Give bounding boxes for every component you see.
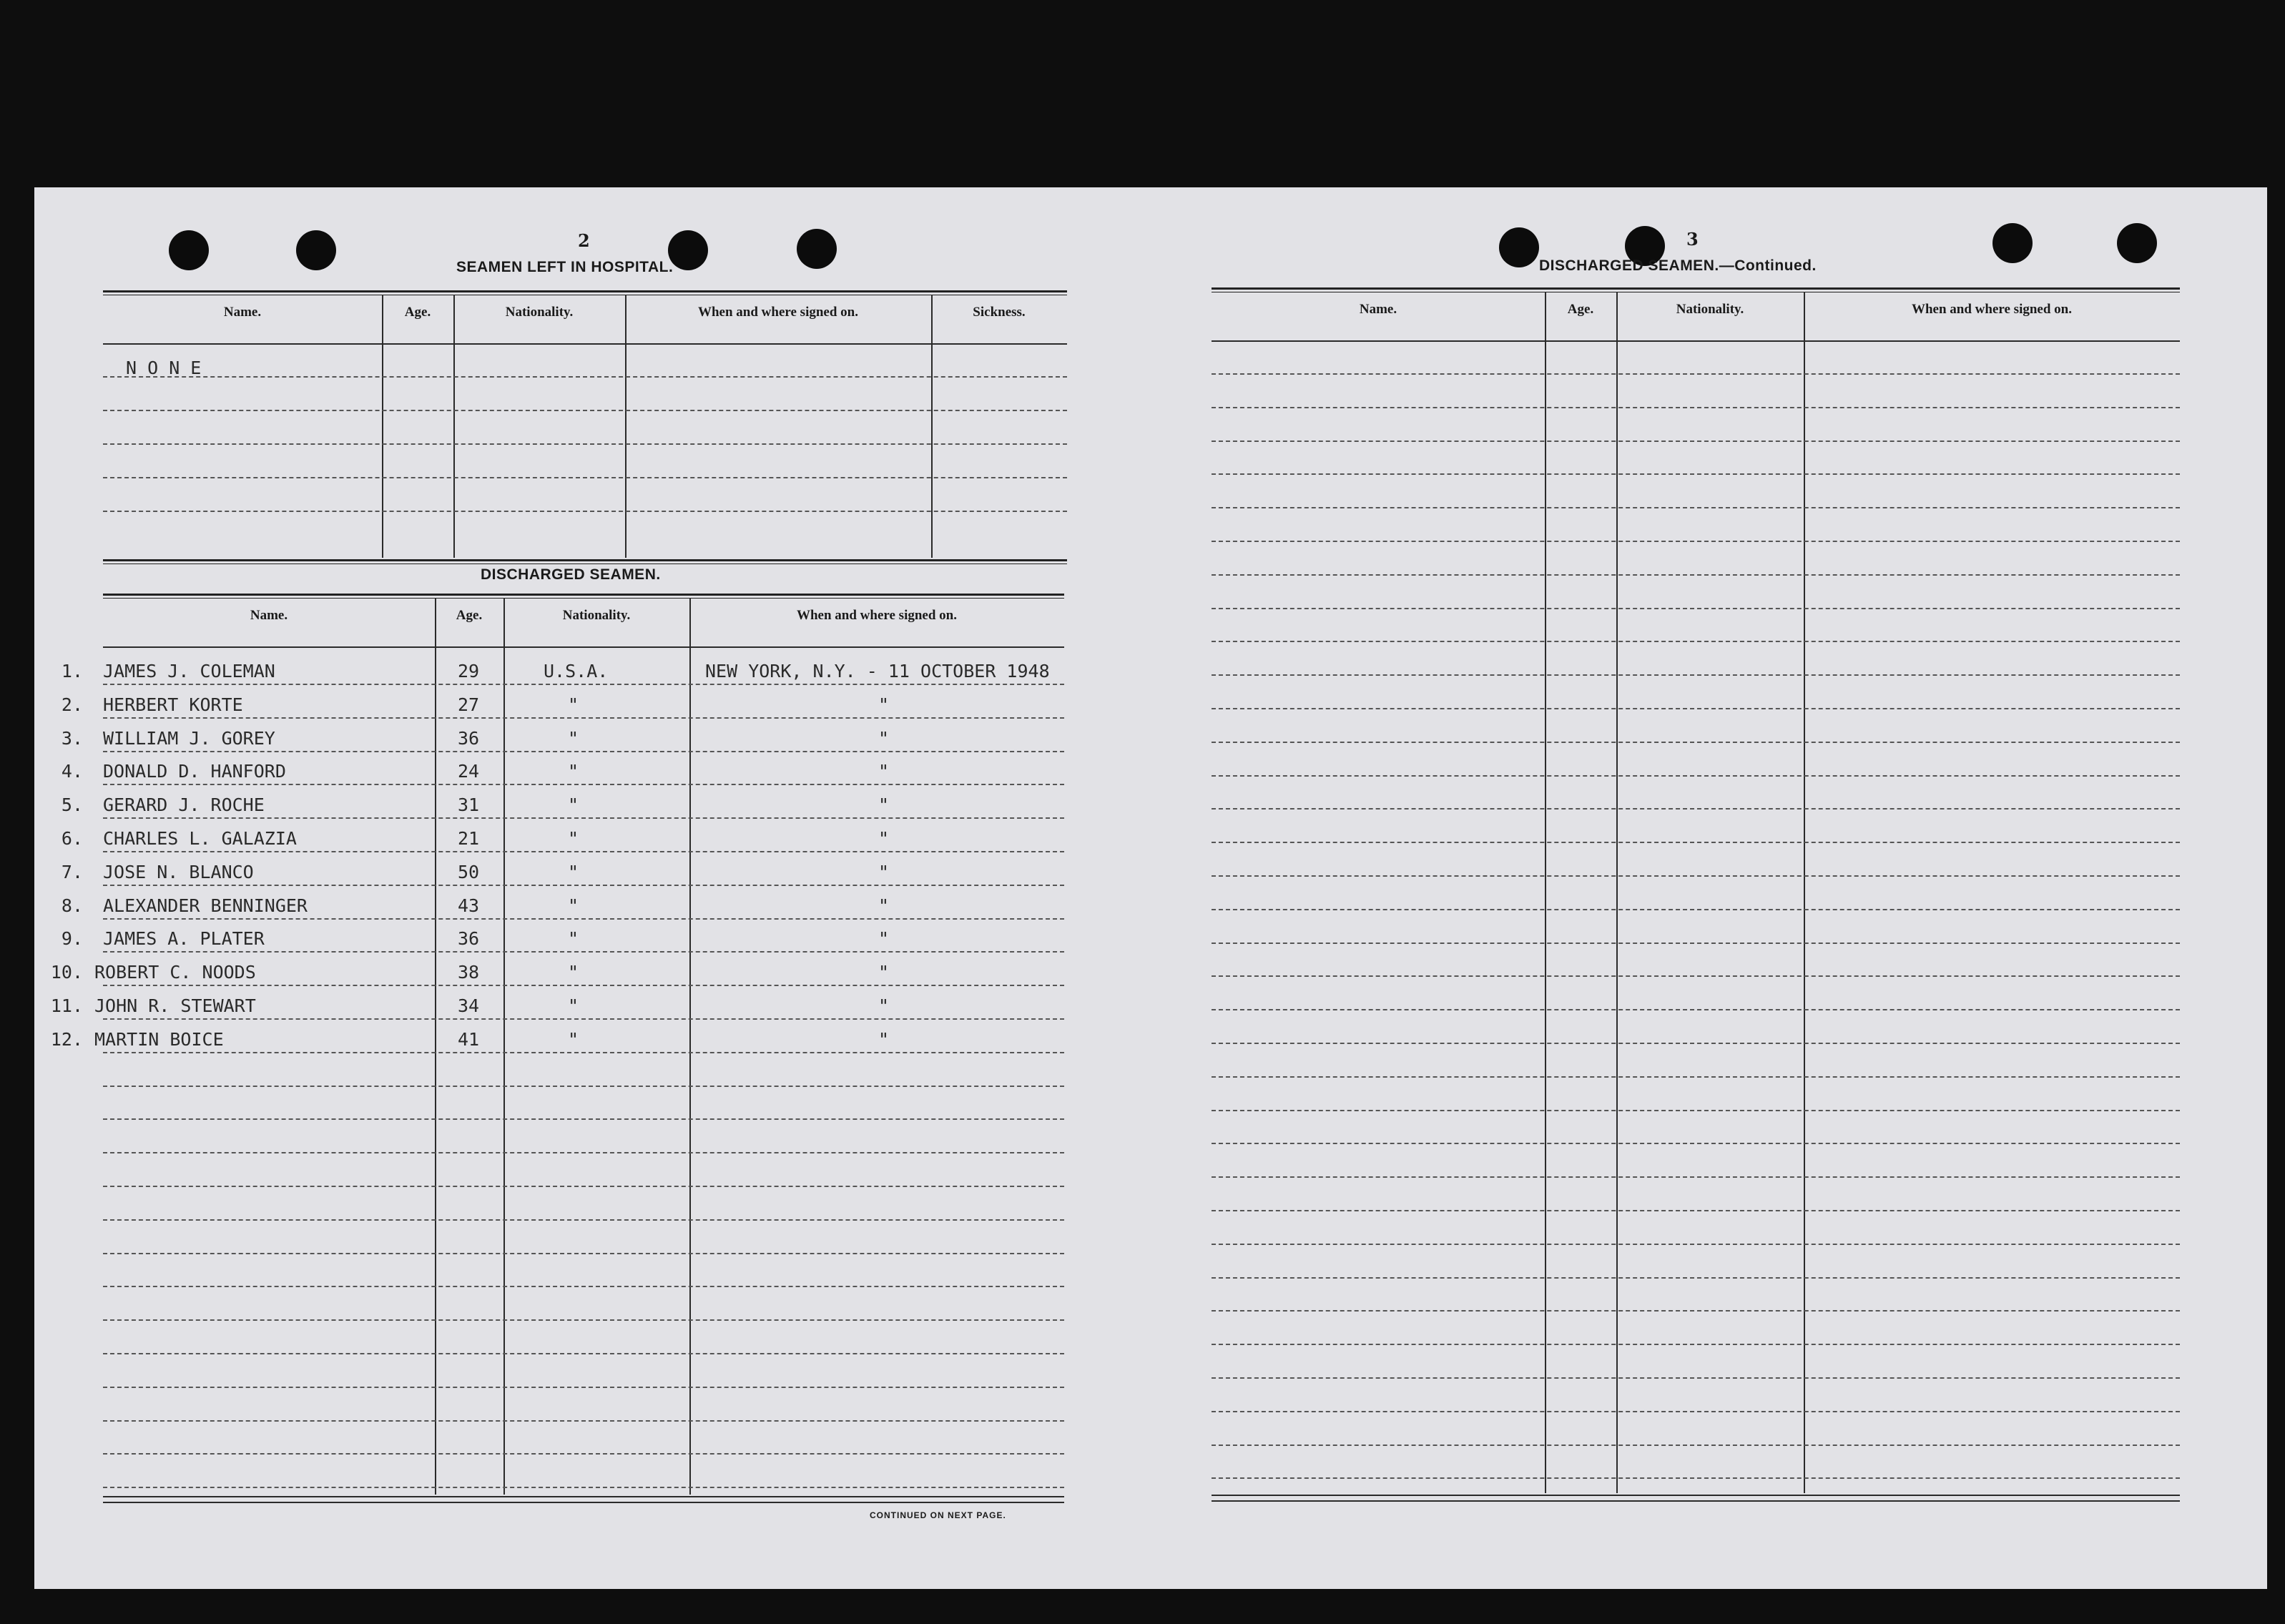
discharged-bottom-rule <box>103 1496 1064 1497</box>
seaman-name: DONALD D. HANFORD <box>103 761 286 782</box>
ruled-row-line <box>1212 875 2180 877</box>
ruled-row-line <box>1212 708 2180 709</box>
seaman-age: 21 <box>458 828 480 849</box>
ruled-row-line <box>1212 1411 2180 1412</box>
continued-section-title: DISCHARGED SEAMEN.—Continued. <box>1539 257 1817 274</box>
header-rule <box>1212 340 2180 342</box>
ruled-row-line <box>1212 407 2180 408</box>
row-number: 9. <box>61 928 83 950</box>
column-divider <box>689 598 691 1495</box>
row-number: 4. <box>61 761 83 782</box>
header-age: Age. <box>404 305 431 320</box>
seaman-age: 36 <box>458 727 480 749</box>
ruled-row-line <box>103 1152 1064 1153</box>
ruled-row-line <box>103 1286 1064 1287</box>
ruled-row-line <box>103 1186 1064 1187</box>
ruled-row-line <box>103 1420 1064 1422</box>
punch-hole <box>1992 223 2033 263</box>
seaman-nationality: " <box>568 895 579 916</box>
table-top-rule <box>1212 287 2180 292</box>
discharged-section-title: DISCHARGED SEAMEN. <box>481 566 661 583</box>
ruled-row-line <box>1212 842 2180 843</box>
ruled-row-line <box>103 1353 1064 1354</box>
ruled-row-line <box>103 1118 1064 1120</box>
seaman-nationality: " <box>568 1028 579 1050</box>
header-name: Name. <box>1359 302 1397 317</box>
seaman-nationality: " <box>568 861 579 882</box>
seaman-name: HERBERT KORTE <box>103 694 243 715</box>
seaman-name: JAMES A. PLATER <box>103 928 265 950</box>
header-nationality: Nationality. <box>1676 302 1744 317</box>
punch-hole <box>797 229 837 269</box>
seaman-name: JAMES J. COLEMAN <box>103 661 275 681</box>
row-number: 11. <box>50 995 83 1016</box>
ruled-row-line <box>103 885 1064 886</box>
ruled-row-line <box>103 684 1064 685</box>
seaman-age: 50 <box>458 861 480 882</box>
header-signed-on: When and where signed on. <box>697 305 858 320</box>
seaman-age: 43 <box>458 895 480 916</box>
table-top-rule <box>103 290 1067 295</box>
ruled-row-line <box>1212 1009 2180 1010</box>
ruled-row-line <box>103 511 1067 512</box>
seaman-name: ROBERT C. NOODS <box>94 962 256 983</box>
header-rule <box>103 646 1064 648</box>
ruled-row-line <box>1212 1377 2180 1379</box>
seaman-age: 31 <box>458 794 480 816</box>
seaman-name: CHARLES L. GALAZIA <box>103 828 297 849</box>
row-number: 12. <box>50 1028 83 1050</box>
seaman-age: 38 <box>458 962 480 983</box>
column-divider <box>382 295 383 558</box>
seaman-nationality: " <box>568 995 579 1016</box>
ruled-row-line <box>1212 1076 2180 1078</box>
ruled-row-line <box>1212 641 2180 642</box>
ruled-row-line <box>103 985 1064 986</box>
ruled-row-line <box>103 1018 1064 1020</box>
punch-hole <box>169 230 209 270</box>
seaman-nationality: " <box>568 727 579 749</box>
seaman-signed-on: " <box>878 761 890 782</box>
ruled-row-line <box>1212 1477 2180 1479</box>
ruled-row-line <box>1212 1445 2180 1446</box>
seaman-nationality: " <box>568 928 579 950</box>
seaman-nationality: " <box>568 694 579 715</box>
seaman-signed-on: " <box>878 694 890 715</box>
ruled-row-line <box>1212 473 2180 475</box>
right-bottom-rule <box>1212 1500 2180 1502</box>
seaman-signed-on: " <box>878 1028 890 1050</box>
ruled-row-line <box>103 1387 1064 1388</box>
hospital-section-title: SEAMEN LEFT IN HOSPITAL. <box>456 259 674 275</box>
seaman-name: WILLIAM J. GOREY <box>103 727 275 749</box>
ruled-row-line <box>103 1487 1064 1488</box>
seaman-name: JOSE N. BLANCO <box>103 861 254 882</box>
seaman-signed-on: " <box>878 895 890 916</box>
ruled-row-line <box>103 751 1064 752</box>
header-rule <box>103 343 1067 345</box>
continued-footer: CONTINUED ON NEXT PAGE. <box>870 1510 1006 1520</box>
ruled-row-line <box>103 951 1064 953</box>
hospital-bottom-rule <box>103 559 1067 564</box>
seaman-signed-on: " <box>878 794 890 816</box>
column-divider <box>931 295 933 558</box>
seaman-nationality: U.S.A. <box>544 661 609 681</box>
right-bottom-rule <box>1212 1495 2180 1496</box>
header-nationality: Nationality. <box>505 305 574 320</box>
header-sickness: Sickness. <box>973 305 1026 320</box>
row-number: 5. <box>61 794 83 816</box>
ruled-row-line <box>1212 1244 2180 1245</box>
page-number-left: 2 <box>578 230 590 251</box>
ruled-row-line <box>1212 1210 2180 1211</box>
ruled-row-line <box>1212 541 2180 542</box>
ruled-row-line <box>1212 674 2180 676</box>
ruled-row-line <box>103 443 1067 445</box>
header-nationality: Nationality. <box>562 608 631 623</box>
column-divider <box>625 295 626 558</box>
seaman-age: 27 <box>458 694 480 715</box>
ruled-row-line <box>1212 1110 2180 1111</box>
seaman-signed-on: " <box>878 828 890 849</box>
seaman-name: ALEXANDER BENNINGER <box>103 895 308 916</box>
punch-hole <box>296 230 336 270</box>
table-top-rule <box>103 594 1064 599</box>
ruled-row-line <box>1212 1176 2180 1178</box>
row-number: 8. <box>61 895 83 916</box>
ruled-row-line <box>1212 909 2180 910</box>
header-name: Name. <box>250 608 288 623</box>
ruled-row-line <box>103 851 1064 852</box>
header-signed-on: When and where signed on. <box>796 608 957 623</box>
ruled-row-line <box>1212 775 2180 777</box>
seaman-signed-on: " <box>878 995 890 1016</box>
discharged-bottom-rule <box>103 1502 1064 1503</box>
ruled-row-line <box>103 817 1064 819</box>
seaman-nationality: " <box>568 794 579 816</box>
hospital-entry-none: N O N E <box>126 358 202 378</box>
punch-hole <box>668 230 708 270</box>
ruled-row-line <box>1212 608 2180 609</box>
seaman-nationality: " <box>568 761 579 782</box>
column-divider <box>1804 292 1805 1493</box>
seaman-name: JOHN R. STEWART <box>94 995 256 1016</box>
seaman-signed-on: " <box>878 727 890 749</box>
seaman-age: 29 <box>458 661 480 681</box>
page-number-right: 3 <box>1686 229 1699 250</box>
header-name: Name. <box>223 305 262 320</box>
punch-hole <box>2117 223 2157 263</box>
ruled-row-line <box>1212 1043 2180 1044</box>
document-sheet <box>34 187 2267 1589</box>
ruled-row-line <box>1212 574 2180 576</box>
seaman-age: 41 <box>458 1028 480 1050</box>
ruled-row-line <box>103 1253 1064 1254</box>
seaman-age: 34 <box>458 995 480 1016</box>
seaman-nationality: " <box>568 962 579 983</box>
ruled-row-line <box>1212 975 2180 977</box>
seaman-signed-on: " <box>878 861 890 882</box>
row-number: 1. <box>61 661 83 681</box>
ruled-row-line <box>1212 742 2180 743</box>
row-number: 3. <box>61 727 83 749</box>
ruled-row-line <box>103 376 1067 378</box>
ruled-row-line <box>1212 1310 2180 1311</box>
ruled-row-line <box>1212 1277 2180 1279</box>
ruled-row-line <box>103 784 1064 785</box>
ruled-row-line <box>1212 1143 2180 1144</box>
ruled-row-line <box>103 410 1067 411</box>
ruled-row-line <box>1212 441 2180 442</box>
ruled-row-line <box>103 918 1064 920</box>
ruled-row-line <box>103 1052 1064 1053</box>
header-signed-on: When and where signed on. <box>1911 302 2072 317</box>
row-number: 10. <box>50 962 83 983</box>
seaman-age: 24 <box>458 761 480 782</box>
column-divider <box>453 295 455 558</box>
seaman-name: MARTIN BOICE <box>94 1028 224 1050</box>
ruled-row-line <box>1212 373 2180 375</box>
ruled-row-line <box>103 1219 1064 1221</box>
ruled-row-line <box>103 1086 1064 1087</box>
ruled-row-line <box>1212 943 2180 944</box>
column-divider <box>435 598 436 1495</box>
ruled-row-line <box>1212 808 2180 809</box>
row-number: 6. <box>61 828 83 849</box>
seaman-name: GERARD J. ROCHE <box>103 794 265 816</box>
ruled-row-line <box>1212 507 2180 508</box>
ruled-row-line <box>103 477 1067 478</box>
column-divider <box>503 598 505 1495</box>
seaman-signed-on: " <box>878 928 890 950</box>
seaman-age: 36 <box>458 928 480 950</box>
punch-hole <box>1499 227 1539 267</box>
column-divider <box>1616 292 1618 1493</box>
seaman-nationality: " <box>568 828 579 849</box>
header-age: Age. <box>1567 302 1594 317</box>
ruled-row-line <box>103 1319 1064 1321</box>
ruled-row-line <box>1212 1344 2180 1345</box>
ruled-row-line <box>103 1453 1064 1455</box>
seaman-signed-on: " <box>878 962 890 983</box>
row-number: 2. <box>61 694 83 715</box>
seaman-signed-on: NEW YORK, N.Y. - 11 OCTOBER 1948 <box>705 661 1050 681</box>
column-divider <box>1545 292 1546 1493</box>
row-number: 7. <box>61 861 83 882</box>
ruled-row-line <box>103 717 1064 719</box>
header-age: Age. <box>456 608 483 623</box>
